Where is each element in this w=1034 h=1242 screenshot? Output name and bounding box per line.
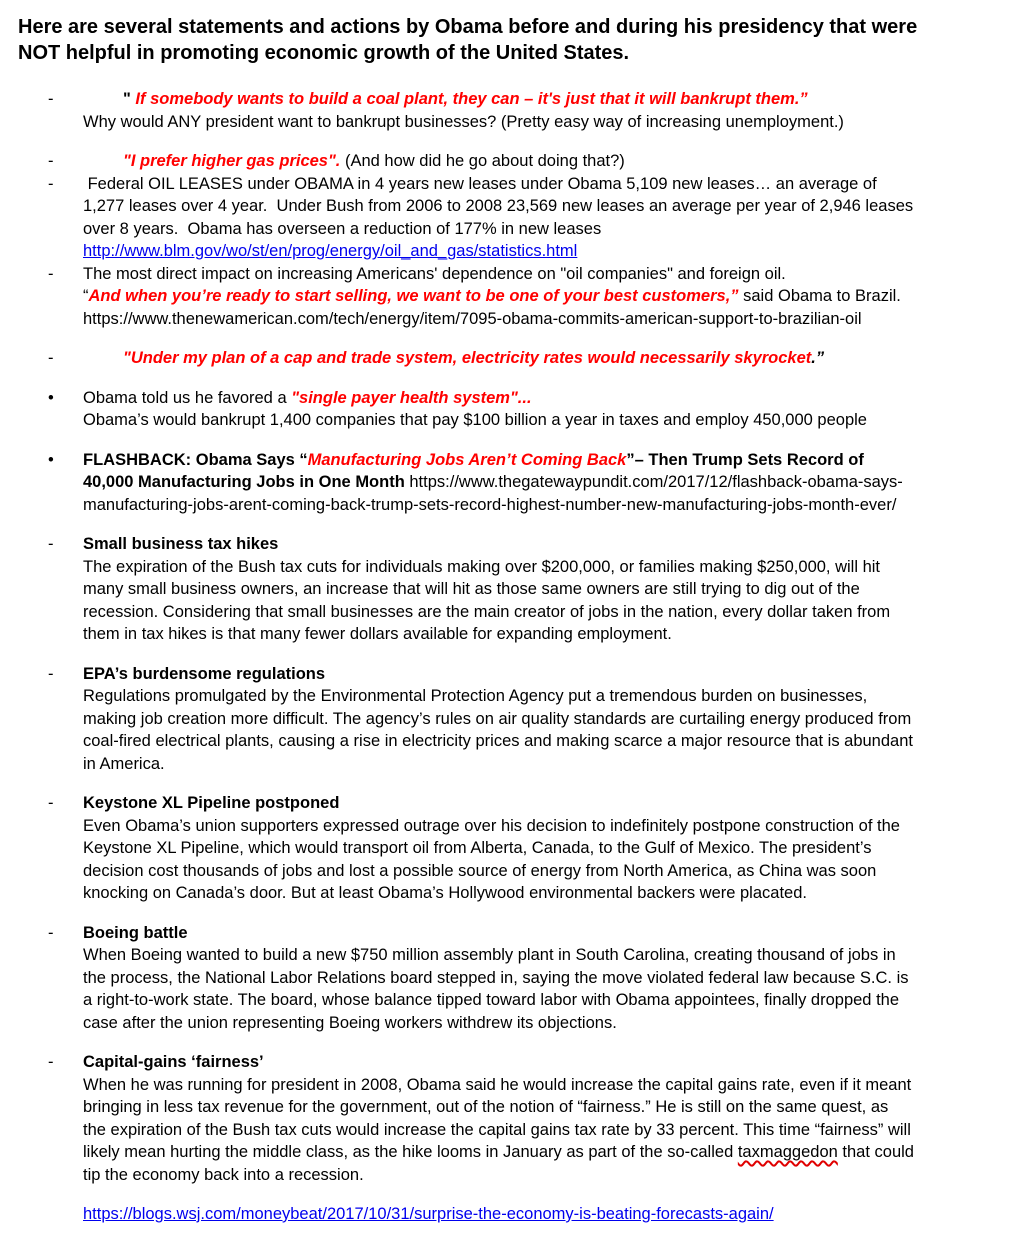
item-content <box>83 387 1018 432</box>
text-segment: case after the union representing Boeing workers withdrew its objections. <box>83 1013 617 1032</box>
item-content <box>83 347 1018 370</box>
item-content <box>83 150 1018 173</box>
text-line <box>83 989 1018 1012</box>
bullet-marker: - <box>48 1053 54 1071</box>
text-segment: Why would ANY president want to bankrupt businesses? (Pretty easy way of increasing unemployment.) <box>83 112 844 131</box>
text-line <box>83 471 1018 494</box>
bullet-marker: - <box>48 152 54 170</box>
list-item <box>18 387 1018 432</box>
text-line <box>83 1096 1018 1119</box>
text-segment: https://www.thegatewaypundit.com/2017/12/flashback-obama-says- <box>409 473 903 491</box>
bullet-marker: • <box>48 388 54 407</box>
text-line <box>83 1164 1018 1187</box>
text-segment: in America. <box>83 754 165 773</box>
text-line <box>83 922 1018 945</box>
text-segment: Keystone XL Pipeline postponed <box>83 794 340 812</box>
text-segment: Obama told us he favored a <box>83 388 292 407</box>
text-line <box>83 860 1018 883</box>
misspelled-word: taxmaggedon <box>737 1143 838 1161</box>
text-segment: "single payer health system"... <box>291 388 532 407</box>
item-content <box>83 533 1018 646</box>
list-item <box>18 449 1018 517</box>
list-item <box>18 88 1018 133</box>
bullet-marker: - <box>48 174 54 193</box>
text-segment: EPA’s burdensome regulations <box>83 664 326 683</box>
bullet-marker: - <box>48 535 54 553</box>
text-line <box>83 494 1018 517</box>
list-item <box>18 347 1018 370</box>
text-line <box>83 533 1018 556</box>
text-segment: .” <box>811 349 825 367</box>
text-line <box>83 753 1018 776</box>
text-line <box>83 1051 1018 1074</box>
footer <box>18 1203 1018 1226</box>
item-content <box>83 1051 1018 1186</box>
text-segment: likely mean hurting the middle class, as the hike looms in January as part of the so-called <box>83 1143 738 1161</box>
text-segment: manufacturing-jobs-arent-coming-back-trump-sets-record-highest-number-new-manufacturing-jobs-month-ever/ <box>83 495 897 514</box>
text-line <box>83 1074 1018 1097</box>
list-item <box>18 663 1018 776</box>
text-line <box>83 685 1018 708</box>
text-line <box>83 708 1018 731</box>
text-line <box>83 285 1018 308</box>
text-segment: recession. Considering that small businesses are the main creator of jobs in the nation, every dollar taken from <box>83 602 891 621</box>
bullet-marker: - <box>48 923 54 942</box>
text-line <box>83 308 1018 331</box>
text-segment: If somebody wants to build a coal plant, they can – it's just that it will bankrupt them.” <box>135 90 808 108</box>
text-segment: Federal OIL LEASES under OBAMA in 4 years new leases under Obama 5,109 new leases… an average of <box>83 174 877 193</box>
statement-list <box>18 88 1018 1186</box>
text-segment: "I prefer higher gas prices". <box>123 152 341 170</box>
text-segment: 40,000 Manufacturing Jobs in One Month <box>83 473 410 491</box>
text-segment: over 8 years. Obama has overseen a reduction of 177% in new leases <box>83 219 602 238</box>
text-segment: making job creation more difficult. The agency’s rules on air quality standards are curtailing energy produced from <box>83 709 912 728</box>
text-segment: many small business owners, an increase that will hit as those same owners are still trying to dig out of the <box>83 580 860 598</box>
bullet-marker: - <box>48 264 54 283</box>
text-line <box>83 218 1018 241</box>
text-segment: Obama’s would bankrupt 1,400 companies that pay $100 billion a year in taxes and employ 450,000 people <box>83 411 867 429</box>
bullet-marker: - <box>48 664 54 683</box>
text-line <box>83 111 1018 134</box>
text-segment: coal-fired electrical plants, causing a rise in electricity prices and making scarce a major resource that is abundant <box>83 732 913 750</box>
list-item <box>18 1051 1018 1186</box>
text-segment: Boeing battle <box>83 923 188 942</box>
hyperlink[interactable]: http://www.blm.gov/wo/st/en/prog/energy/oil_and_gas/statistics.html <box>83 242 578 260</box>
item-content <box>83 792 1018 905</box>
text-segment: " <box>123 90 136 108</box>
list-item <box>18 533 1018 646</box>
bullet-marker: • <box>48 450 54 469</box>
text-line <box>83 882 1018 905</box>
text-segment: And when you’re ready to start selling, we want to be one of your best customers,” <box>88 287 739 305</box>
text-line <box>83 730 1018 753</box>
list-item <box>18 173 1018 263</box>
text-line <box>83 837 1018 860</box>
text-line <box>83 88 1018 111</box>
text-line <box>83 240 1018 263</box>
list-item <box>18 792 1018 905</box>
text-segment: them in tax hikes is that many fewer dollars available for expanding employment. <box>83 625 672 643</box>
text-segment: The expiration of the Bush tax cuts for individuals making over $200,000, or families making $250,000, will hit <box>83 557 881 576</box>
text-line <box>83 347 1018 370</box>
text-line <box>83 792 1018 815</box>
text-segment: Small business tax hikes <box>83 535 279 553</box>
text-segment: Keystone XL Pipeline, which would transport oil from Alberta, Canada, to the Gulf of Mexico. The president’s <box>83 839 872 857</box>
text-segment: decision cost thousands of jobs and lost a possible source of energy from North America, as China was soon <box>83 861 877 880</box>
text-segment: tip the economy back into a recession. <box>83 1165 364 1184</box>
item-content <box>83 449 1018 517</box>
text-segment: the expiration of the Bush tax cuts would increase the capital gains tax rate by 33 percent. This time “fairness” will <box>83 1120 911 1139</box>
text-segment: Manufacturing Jobs Aren’t Coming Back <box>307 450 627 469</box>
item-content <box>83 922 1018 1035</box>
text-segment: a right-to-work state. The board, whose balance tipped toward labor with Obama appointees, finally dropped the <box>83 991 900 1009</box>
text-line <box>83 195 1018 218</box>
text-segment: When he was running for president in 2008, Obama said he would increase the capital gains rate, even if it meant <box>83 1075 912 1094</box>
text-line <box>83 663 1018 686</box>
list-item <box>18 150 1018 173</box>
text-segment: Capital-gains ‘fairness’ <box>83 1053 264 1071</box>
wsj-link[interactable]: https://blogs.wsj.com/moneybeat/2017/10/31/surprise-the-economy-is-beating-forecasts-again/ <box>83 1205 774 1223</box>
text-segment: When Boeing wanted to build a new $750 million assembly plant in South Carolina, creating thousand of jobs in <box>83 946 896 964</box>
text-line <box>83 556 1018 579</box>
text-line <box>83 578 1018 601</box>
title-line-2: NOT helpful in promoting economic growth of the United States. <box>18 42 630 64</box>
item-content <box>83 173 1018 263</box>
text-line <box>83 263 1018 286</box>
text-segment: 1,277 leases over 4 year. Under Bush from 2006 to 2008 23,569 new leases an average per year of 2,946 leases <box>83 197 914 215</box>
text-segment: (And how did he go about doing that?) <box>340 152 625 170</box>
text-line <box>83 815 1018 838</box>
text-segment: FLASHBACK: Obama Says “ <box>83 450 308 469</box>
list-item <box>18 922 1018 1035</box>
bullet-marker: - <box>48 794 54 812</box>
text-segment: https://www.thenewamerican.com/tech/energy/item/7095-obama-commits-american-support-to-brazilian-oil <box>83 309 862 328</box>
text-segment: Even Obama’s union supporters expressed outrage over his decision to indefinitely postpone construction of the <box>83 816 900 835</box>
text-segment: ”– Then Trump Sets Record of <box>626 450 864 469</box>
title-line-1: Here are several statements and actions by Obama before and during his presidency that were <box>18 16 918 38</box>
text-segment: The most direct impact on increasing Americans' dependence on "oil companies" and foreign oil. <box>83 264 786 283</box>
text-line <box>83 449 1018 472</box>
item-content <box>83 88 1018 133</box>
text-segment: that could <box>837 1143 914 1161</box>
bullet-marker: - <box>48 90 54 108</box>
text-segment: knocking on Canada’s door. But at least Obama’s Hollywood environmental backers were placated. <box>83 884 807 902</box>
item-content <box>83 663 1018 776</box>
text-line <box>83 409 1018 432</box>
text-segment: Regulations promulgated by the Environmental Protection Agency put a tremendous burden on businesses, <box>83 687 868 705</box>
text-line <box>83 387 1018 410</box>
item-content <box>83 263 1018 331</box>
text-line <box>83 623 1018 646</box>
text-line <box>83 1012 1018 1035</box>
text-line <box>83 1141 1018 1164</box>
text-line <box>83 601 1018 624</box>
text-line <box>83 967 1018 990</box>
page-title <box>18 14 1018 66</box>
bullet-marker: - <box>48 349 54 367</box>
text-line <box>83 944 1018 967</box>
list-item <box>18 263 1018 331</box>
text-line <box>83 150 1018 173</box>
text-segment: bringing in less tax revenue for the government, out of the notion of “fairness.” He is still on the same quest, as <box>83 1098 889 1116</box>
text-segment: "Under my plan of a cap and trade system, electricity rates would necessarily skyrocket <box>123 349 812 367</box>
text-segment: “ <box>83 287 89 305</box>
text-segment: said Obama to Brazil. <box>738 287 901 305</box>
text-line <box>83 1119 1018 1142</box>
text-line <box>83 173 1018 196</box>
text-segment: the process, the National Labor Relations board stepped in, saying the move violated federal law because S.C. is <box>83 968 909 987</box>
